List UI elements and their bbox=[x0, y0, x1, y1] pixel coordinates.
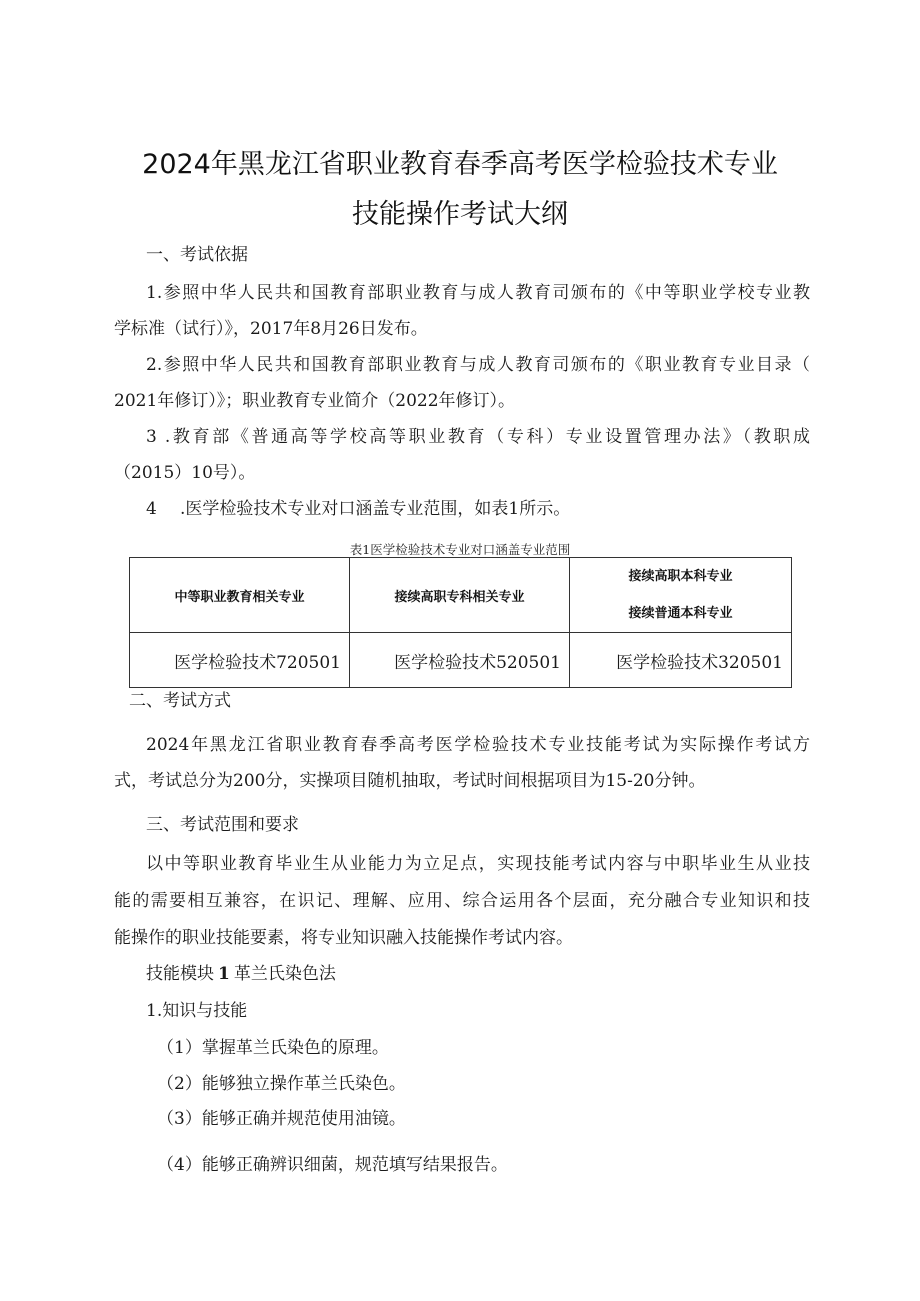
table-caption: 表1医学检验技术专业对口涵盖专业范围 bbox=[349, 542, 571, 557]
section3-para-line2: 能的需要相互兼容，在识记、理解、应用、综合运用各个层面，充分融合专业知识和技 bbox=[114, 891, 810, 911]
skill-module-number: 1 bbox=[218, 964, 230, 984]
item4-number: 4 bbox=[146, 499, 157, 519]
list-item: （3）能够正确并规范使用油镜。 bbox=[157, 1109, 406, 1129]
table-cell: 医学检验技术320501 bbox=[570, 633, 792, 688]
section2-para-line2: 式，考试总分为200分，实操项目随机抽取，考试时间根据项目为15-20分钟。 bbox=[114, 771, 706, 791]
item3-line1: 3 .教育部《普通高等学校高等职业教育（专科）专业设置管理办法》（教职成 bbox=[146, 427, 810, 447]
section2-para-line1: 2024年黑龙江省职业教育春季高考医学检验技术专业技能考试为实际操作考试方 bbox=[146, 735, 810, 755]
section2-heading: 二、考试方式 bbox=[129, 691, 231, 711]
item1-line1: 1.参照中华人民共和国教育部职业教育与成人教育司颁布的《中等职业学校专业教 bbox=[146, 283, 810, 303]
table-header-cell: 中等职业教育相关专业 bbox=[130, 558, 350, 633]
table-cell: 医学检验技术720501 bbox=[130, 633, 350, 688]
document-title-line2: 技能操作考试大纲 bbox=[352, 199, 568, 230]
knowledge-skills-heading: 1.知识与技能 bbox=[146, 1001, 248, 1021]
section1-heading: 一、考试依据 bbox=[146, 245, 248, 265]
item3-line2: （2015）10号）。 bbox=[114, 463, 256, 483]
item1-line2: 学标准（试行）》，2017年8月26日发布。 bbox=[114, 319, 428, 339]
skill-module-heading bbox=[146, 963, 336, 985]
item4-text: .医学检验技术专业对口涵盖专业范围，如表1所示。 bbox=[180, 499, 571, 519]
section3-heading: 三、考试范围和要求 bbox=[146, 815, 299, 835]
table-header-cell: 接续高职专科相关专业 bbox=[350, 558, 570, 633]
table-header-col3-line2: 接续普通本科专业 bbox=[628, 606, 733, 621]
table-row bbox=[130, 633, 792, 688]
table-header-row bbox=[130, 558, 792, 633]
list-item: （4）能够正确辨识细菌，规范填写结果报告。 bbox=[157, 1155, 508, 1175]
section3-para-line3: 能操作的职业技能要素，将专业知识融入技能操作考试内容。 bbox=[114, 928, 573, 948]
table-header-cell bbox=[570, 558, 792, 633]
skill-module-name: 革兰氏染色法 bbox=[233, 964, 336, 984]
list-item: （2）能够独立操作革兰氏染色。 bbox=[157, 1074, 406, 1094]
section3-para-line1: 以中等职业教育毕业生从业能力为立足点，实现技能考试内容与中职毕业生从业技 bbox=[146, 854, 810, 874]
item2-line2: 2021年修订）》；职业教育专业简介（2022年修订）。 bbox=[114, 391, 516, 411]
major-scope-table bbox=[129, 557, 792, 688]
item2-line1: 2.参照中华人民共和国教育部职业教育与成人教育司颁布的《职业教育专业目录（ bbox=[146, 355, 810, 375]
skill-module-prefix: 技能模块 bbox=[146, 964, 214, 984]
document-title-line1: 2024年黑龙江省职业教育春季高考医学检验技术专业 bbox=[142, 149, 778, 180]
list-item: （1）掌握革兰氏染色的原理。 bbox=[157, 1038, 389, 1058]
table-cell: 医学检验技术520501 bbox=[350, 633, 570, 688]
table-header-col3-line1: 接续高职本科专业 bbox=[628, 569, 733, 584]
